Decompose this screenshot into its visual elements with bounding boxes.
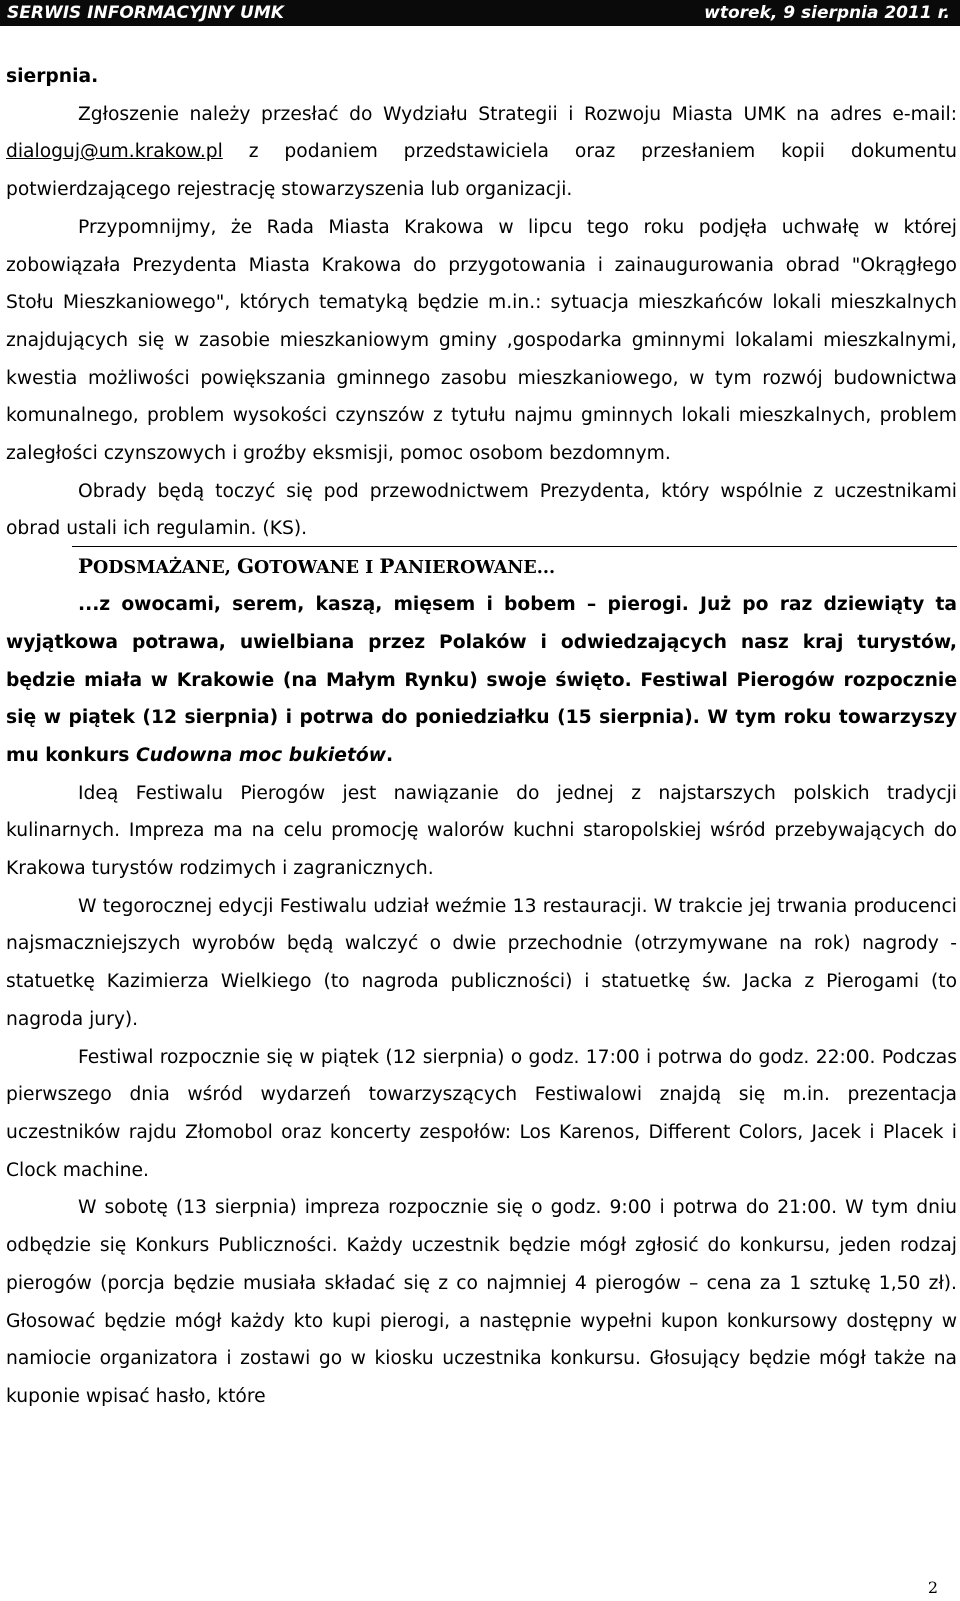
page-number: 2 <box>927 1578 938 1597</box>
paragraph-debate: Obrady będą toczyć się pod przewodnictwem Prezydenta, który wspólnie z uczestnikami obrad ustali ich regulamin. (KS). <box>6 480 957 540</box>
contest-name: Cudowna moc bukietów <box>135 744 386 766</box>
paragraph-application: Zgłoszenie należy przesłać do Wydziału Strategii i Rozwoju Miasta UMK na adres e-mail: dialoguj@um.krakow.pl z podaniem przedstawiciela oraz przesłaniem kopii dokumentu potwierdzającego rejestrację stowarzyszenia lub organizacji. <box>6 103 957 201</box>
section-heading: PODSMAŻANE, GOTOWANE I PANIEROWANE... <box>6 548 957 586</box>
paragraph-continuation: sierpnia. <box>6 66 99 87</box>
email-link[interactable]: dialoguj@um.krakow.pl <box>6 141 223 163</box>
paragraph-saturday: W sobotę (13 sierpnia) impreza rozpocznie się o godz. 9:00 i potrwa do 21:00. W tym dniu odbędzie się Konkurs Publiczności. Każdy uczestnik będzie mógł zgłosić do konkursu, jeden rodzaj pierogów (porcja będzie musiała składać się z co najmniej 4 pierogów – cena za 1 sztukę 1,50 zł). Głosować będzie mógł każdy kto kupi pierogi, a następnie wypełni kupon konkursowy dostępny w namiocie organizatora i zostawi go w kiosku uczestnika konkursu. Głosujący będzie mógł także na kuponie wpisać hasło, które <box>6 1197 957 1407</box>
paragraph-lead: ...z owocami, serem, kaszą, mięsem i bobem – pierogi. Już po raz dziewiąty ta wyjątkowa potrawa, uwielbiana przez Polaków i odwiedzających nasz kraj turystów, będzie miała w Krakowie (na Małym Rynku) swoje święto. Festiwal Pierogów rozpocznie się w piątek (12 sierpnia) i potrwa do poniedziałku (15 sierpnia). W tym roku towarzyszy mu konkurs Cudowna moc bukietów. <box>6 594 957 766</box>
page-header <box>0 0 960 26</box>
paragraph-idea: Ideą Festiwalu Pierogów jest nawiązanie do jednej z najstarszych polskich tradycji kulinarnych. Impreza ma na celu promocję walorów kuchni staropolskiej wśród przebywających do Krakowa turystów rodzimych i zagranicznych. <box>6 782 957 880</box>
header-title: SERWIS INFORMACYJNY UMK <box>7 3 284 23</box>
paragraph-edition: W tegorocznej edycji Festiwalu udział weźmie 13 restauracji. W trakcie jej trwania producenci najsmaczniejszych wyrobów będą walczyć o dwie przechodnie (otrzymywane na rok) nagrody - statuetkę Kazimierza Wielkiego (to nagroda publiczności) i statuetkę św. Jacka z Pierogami (to nagroda jury). <box>6 895 957 1030</box>
paragraph-council: Przypomnijmy, że Rada Miasta Krakowa w lipcu tego roku podjęła uchwałę w której zobowiązała Prezydenta Miasta Krakowa do przygotowania i zainaugurowania obrad "Okrągłego Stołu Mieszkaniowego", których tematyką będzie m.in.: sytuacja mieszkańców lokali mieszkalnych znajdujących się w zasobie mieszkaniowym gminy ,gospodarka gminnymi lokalami mieszkalnymi, kwestia możliwości powiększania gminnego zasobu mieszkaniowego, w tym rozwój budownictwa komunalnego, problem wysokości czynszów z tytułu najmu gminnych lokali mieszkalnych, problem zaległości czynszowych i groźby eksmisji, pomoc osobom bezdomnym. <box>6 216 957 465</box>
header-date: wtorek, 9 sierpnia 2011 r. <box>704 3 950 23</box>
article-body <box>6 58 957 1416</box>
paragraph-friday: Festiwal rozpocznie się w piątek (12 sierpnia) o godz. 17:00 i potrwa do godz. 22:00. Podczas pierwszego dnia wśród wydarzeń towarzyszących Festiwalowi znajdą się m.in. prezentacja uczestników rajdu Złomobol oraz koncerty zespołów: Los Karenos, Different Colors, Jacek i Placek i Clock machine. <box>6 1046 957 1181</box>
